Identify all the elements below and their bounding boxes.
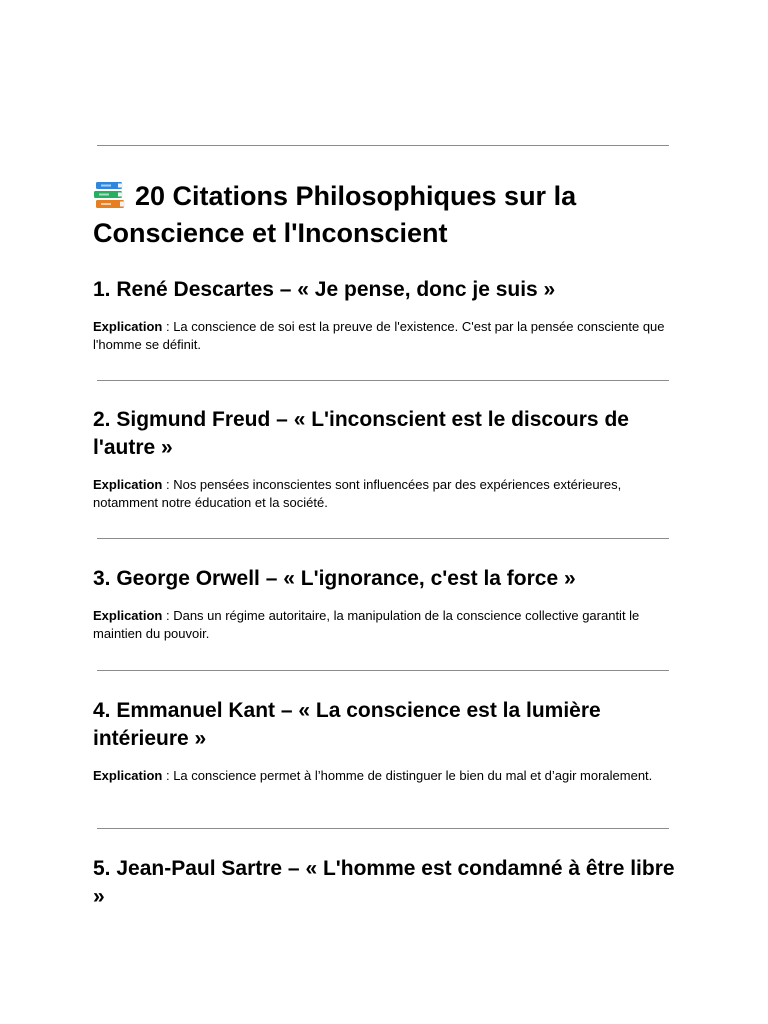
quote-explanation [93, 318, 678, 354]
explanation-text: : Nos pensées inconscientes sont influencées par des expériences extérieures, notamment notre éducation et la société. [93, 477, 622, 510]
quote-entry-3 [93, 565, 678, 643]
explication-label: Explication [93, 319, 163, 334]
books-icon [93, 180, 127, 210]
quote-entry-4 [93, 697, 678, 785]
divider [97, 828, 669, 829]
quote-entry-5 [93, 855, 678, 911]
quote-heading: 2. Sigmund Freud – « L'inconscient est le discours de l'autre » [93, 408, 629, 459]
explication-label: Explication [93, 477, 163, 492]
page-title-text: 20 Citations Philosophiques sur la Conscience et l'Inconscient [93, 181, 577, 248]
divider [97, 538, 669, 539]
explication-label: Explication [93, 608, 163, 623]
quote-explanation [93, 476, 678, 512]
quote-heading: 3. George Orwell – « L'ignorance, c'est la force » [93, 567, 576, 590]
divider [97, 145, 669, 146]
explication-label: Explication [93, 768, 163, 783]
quote-heading: 1. René Descartes – « Je pense, donc je suis » [93, 278, 556, 301]
quote-explanation [93, 607, 678, 643]
explanation-text: : La conscience de soi est la preuve de l'existence. C'est par la pensée consciente que l'homme se définit. [93, 319, 665, 352]
divider [97, 670, 669, 671]
page-title [93, 178, 693, 252]
quote-heading: 4. Emmanuel Kant – « La conscience est la lumière intérieure » [93, 699, 601, 750]
quote-heading: 5. Jean-Paul Sartre – « L'homme est condamné à être libre » [93, 857, 675, 908]
explanation-text: : La conscience permet à l’homme de distinguer le bien du mal et d’agir moralement. [162, 768, 653, 783]
quote-explanation [93, 767, 678, 785]
explanation-text: : Dans un régime autoritaire, la manipulation de la conscience collective garantit le maintien du pouvoir. [93, 608, 640, 641]
divider [97, 380, 669, 381]
quote-entry-1 [93, 276, 678, 354]
quote-entry-2 [93, 406, 678, 512]
